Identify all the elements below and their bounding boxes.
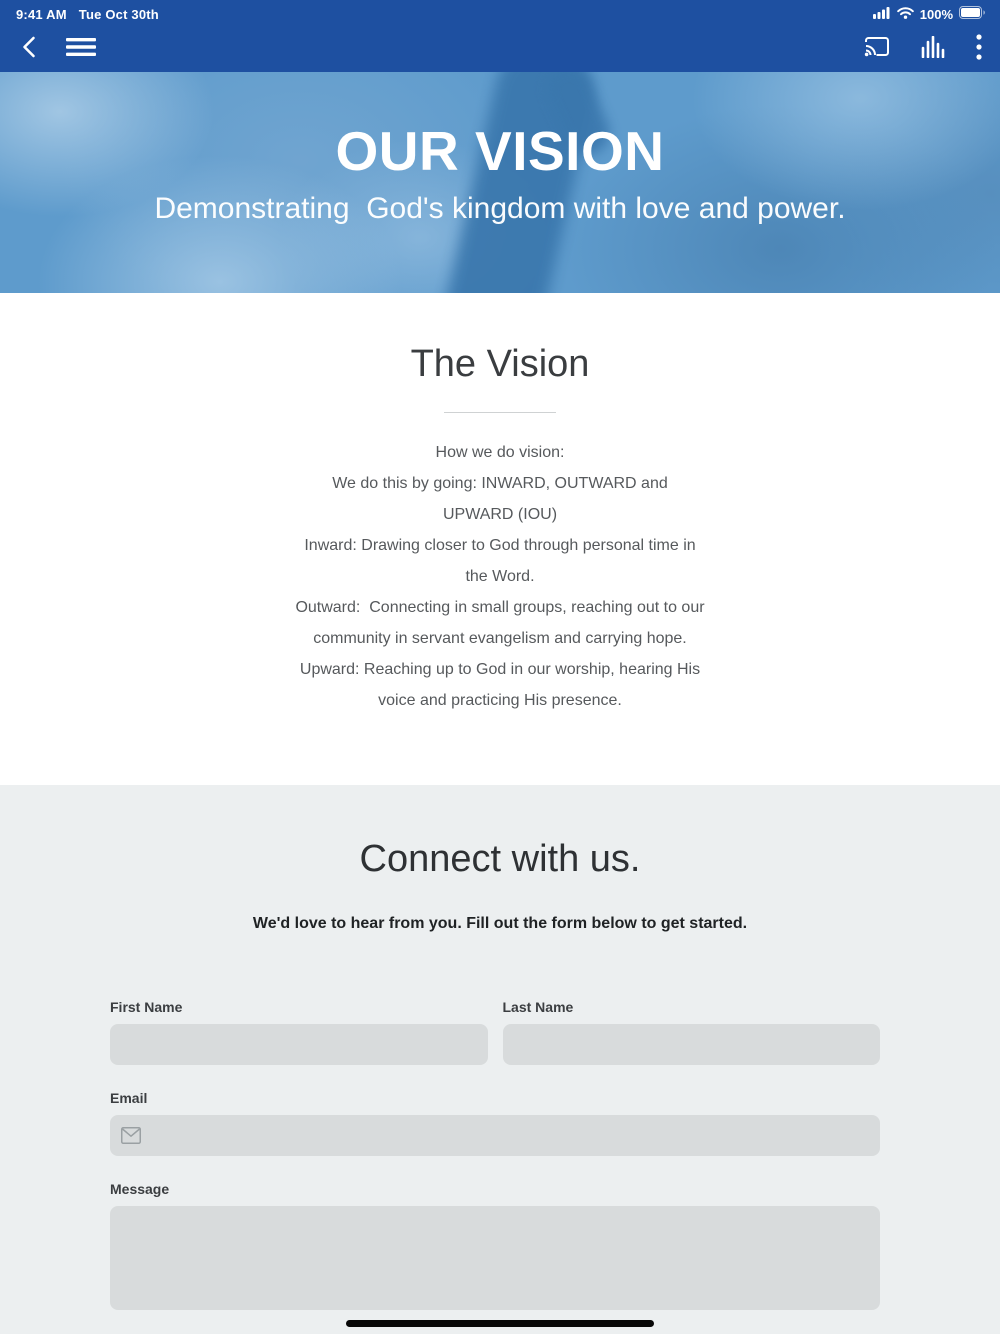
back-icon: [20, 35, 38, 62]
cast-button[interactable]: [864, 36, 890, 60]
vision-line: voice and practicing His presence.: [378, 692, 622, 709]
vision-line: How we do vision:: [435, 444, 565, 461]
vision-line: UPWARD (IOU): [442, 506, 558, 523]
battery-percent: 100%: [919, 6, 953, 22]
email-label: Email: [110, 1090, 148, 1106]
connect-heading: Connect with us.: [359, 838, 641, 880]
hero-title: OUR VISION: [335, 120, 665, 182]
message-label: Message: [110, 1181, 170, 1197]
battery-icon: [959, 6, 986, 22]
status-right: [873, 6, 986, 22]
email-group: [110, 1090, 880, 1156]
first-name-group: [110, 999, 488, 1065]
last-name-input[interactable]: [503, 1024, 881, 1065]
vision-section: [0, 293, 1000, 785]
email-input[interactable]: [110, 1115, 880, 1156]
hero-subtitle: Demonstrating God's kingdom with love and power.: [154, 192, 846, 225]
first-name-label: First Name: [110, 999, 183, 1015]
home-indicator[interactable]: [346, 1320, 654, 1327]
email-row: [110, 1090, 880, 1156]
connect-subheading: We'd love to hear from you. Fill out the form below to get started.: [252, 915, 748, 932]
nav-right: [864, 34, 982, 63]
more-vertical-icon: [976, 34, 982, 63]
vision-line: community in servant evangelism and carrying hope.: [313, 630, 687, 647]
cellular-signal-icon: [873, 7, 891, 22]
stats-icon: [920, 36, 946, 61]
menu-icon: [66, 37, 96, 60]
vision-line: the Word.: [465, 568, 535, 585]
last-name-group: [503, 999, 881, 1065]
message-input[interactable]: [110, 1206, 880, 1310]
more-button[interactable]: [976, 34, 982, 63]
last-name-label: Last Name: [502, 999, 574, 1015]
stats-button[interactable]: [920, 36, 946, 61]
status-bar: [0, 0, 1000, 26]
back-button[interactable]: [20, 35, 38, 62]
status-left: [16, 7, 159, 22]
vision-heading: The Vision: [410, 343, 590, 385]
nav-left: [20, 35, 96, 62]
header: [0, 0, 1000, 72]
status-time: 9:41 AM: [16, 6, 67, 22]
nav-bar: [0, 26, 1000, 70]
message-row: [110, 1181, 880, 1315]
message-group: [110, 1181, 880, 1315]
status-date: Tue Oct 30th: [78, 6, 159, 22]
email-field-wrap: [110, 1115, 880, 1156]
connect-section: [0, 785, 1000, 1334]
vision-line: Outward: Connecting in small groups, reaching out to our: [295, 599, 705, 616]
hero-banner: [0, 72, 1000, 293]
contact-form: [110, 999, 880, 1315]
name-row: [110, 999, 880, 1065]
menu-button[interactable]: [66, 37, 96, 60]
hero-text: [0, 122, 1000, 227]
vision-line: We do this by going: INWARD, OUTWARD and: [332, 475, 668, 492]
vision-line: Upward: Reaching up to God in our worship, hearing His: [299, 661, 701, 678]
vision-body: [0, 437, 1000, 716]
cast-icon: [864, 36, 890, 60]
vision-divider: [444, 412, 556, 413]
first-name-input[interactable]: [110, 1024, 488, 1065]
vision-line: Inward: Drawing closer to God through personal time in: [304, 537, 696, 554]
wifi-icon: [897, 7, 914, 22]
